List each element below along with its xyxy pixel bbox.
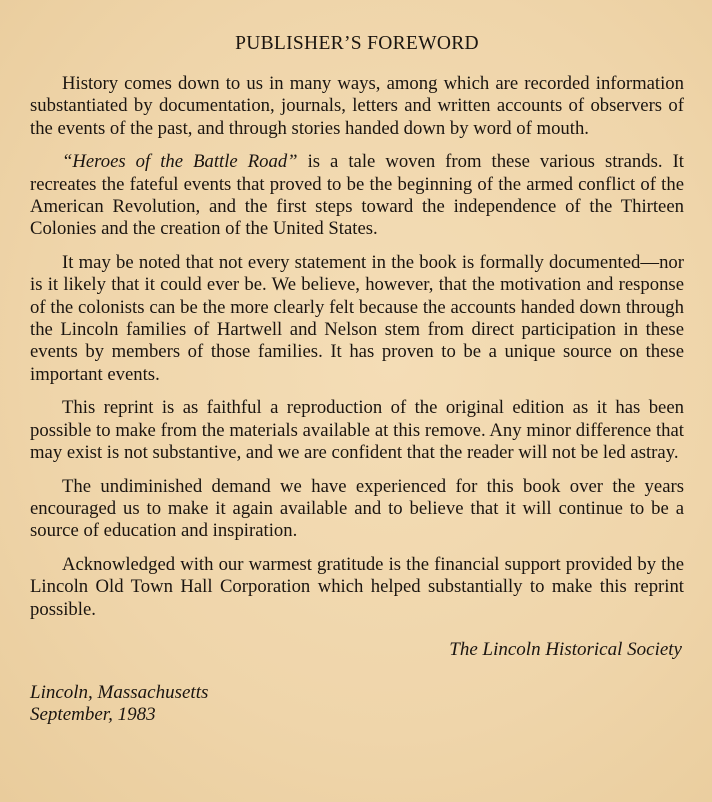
paragraph-4: [30, 397, 684, 464]
place-line: Lincoln, Massachusetts: [30, 681, 209, 703]
page-title: PUBLISHER’S FOREWORD: [235, 33, 479, 54]
paragraph-1: [30, 73, 684, 140]
paragraph-2: [30, 151, 684, 241]
paragraph-3: [30, 252, 684, 386]
signature: The Lincoln Historical Society: [449, 638, 682, 660]
date-line: September, 1983: [30, 703, 156, 725]
paragraph-5: [30, 476, 684, 543]
paragraph-text: is a tale woven from these various strands. It recreates the fateful events that proved to be the beginning of the armed conflict of the American Revolution, and the first steps toward the independence of the Thirteen Colonies and the creation of the United States.: [30, 151, 684, 240]
paragraph-text: It may be noted that not every statement in the book is formally documented—nor is it likely that it could ever be. We believe, however, that the motivation and response of the colonists can be the more clearly felt because the accounts handed down through the Lincoln families of Hartwell and Nelson stem from direct participation in these events by members of those families. It has proven to be a unique source on these important events.: [30, 251, 684, 385]
paragraph-text: The undiminished demand we have experienced for this book over the years encouraged us to make it again available and to believe that it will continue to be a source of education and inspiration.: [30, 475, 684, 542]
place-date-block: [30, 682, 684, 726]
paragraph-6: [30, 554, 684, 621]
paragraph-text: Acknowledged with our warmest gratitude is the financial support provided by the Lincoln Old Town Hall Corporation which helped substantially to make this reprint possible.: [30, 553, 684, 620]
book-title-italic: “Heroes of the Battle Road”: [62, 151, 298, 173]
paragraph-text: This reprint is as faithful a reproduction of the original edition as it has been possible to make from the materials available at this remove. Any minor difference that may exist is not substantive, and we are confident that the reader will not be led astray.: [30, 397, 684, 464]
paragraph-text: History comes down to us in many ways, among which are recorded information substantiated by documentation, journals, letters and written accounts of observers of the events of the past, and through stories handed down by word of mouth.: [30, 73, 684, 139]
